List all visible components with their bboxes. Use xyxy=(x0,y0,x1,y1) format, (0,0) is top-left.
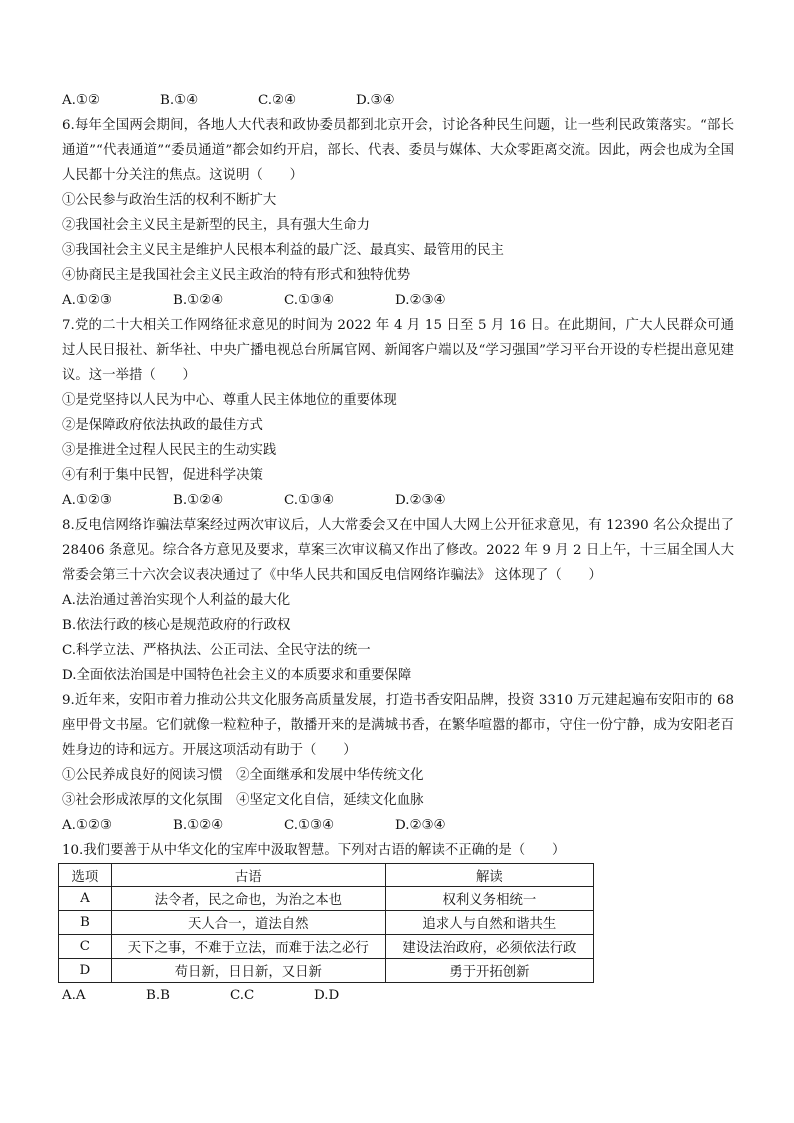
q7-item-2: ②是保障政府依法执政的最佳方式 xyxy=(62,418,263,433)
option-b: B.①④ xyxy=(160,93,199,108)
q7-item-1: ①是党坚持以人民为中心、尊重人民主体地位的重要体现 xyxy=(62,393,397,408)
q6-options xyxy=(62,288,734,313)
q8-choice-a: A.法治通过善治实现个人利益的最大化 xyxy=(62,593,291,608)
option-a: A.①② xyxy=(62,93,100,108)
row-option: B xyxy=(59,911,112,935)
option-c: C.C xyxy=(230,988,255,1003)
row-saying: 天人合一，道法自然 xyxy=(111,911,385,935)
table-row xyxy=(59,887,594,911)
q9-stem: 9.近年来，安阳市着力推动公共文化服务高质量发展，打造书香安阳品牌，投资 3310 万元建起遍布安阳市的 68 座甲骨文书屋。它们就像一粒粒种子，散播开来的是满城书香，在繁华喧嚣的都市，守住一份宁静，成为安阳老百姓身边的诗和远方。开展这项活动有助于（ ） xyxy=(62,693,734,758)
option-a: A.①②③ xyxy=(62,293,112,308)
q6-item-4: ④协商民主是我国社会主义民主政治的特有形式和独特优势 xyxy=(62,268,411,283)
option-b: B.①②④ xyxy=(173,493,224,508)
row-option: D xyxy=(59,959,112,983)
option-d: D.②③④ xyxy=(395,818,446,833)
q9-items-row-2: ③社会形成浓厚的文化氛围 ④坚定文化自信，延续文化血脉 xyxy=(62,793,424,808)
q10-table xyxy=(58,863,594,983)
q8-choice-b: B.依法行政的核心是规范政府的行政权 xyxy=(62,618,291,633)
table-row xyxy=(59,935,594,959)
option-a: A.①②③ xyxy=(62,818,112,833)
q6-item-2: ②我国社会主义民主是新型的民主，具有强大生命力 xyxy=(62,218,370,233)
table-row xyxy=(59,911,594,935)
q6-item-1: ①公民参与政治生活的权利不断扩大 xyxy=(62,193,277,208)
q7-options xyxy=(62,488,734,513)
option-c: C.①③④ xyxy=(284,493,335,508)
option-a: A.A xyxy=(62,988,86,1003)
q9-items-row-1: ①公民养成良好的阅读习惯 ②全面继承和发展中华传统文化 xyxy=(62,768,424,783)
row-saying: 天下之事，不难于立法，而难于法之必行 xyxy=(111,935,385,959)
q6-stem: 6.每年全国两会期间，各地人大代表和政协委员都到北京开会，讨论各种民生问题，让一些利民政策落实。“部长通道”“代表通道”“委员通道”都会如约开启，部长、代表、委员与媒体、大众零距离交流。因此，两会也成为全国人民都十分关注的焦点。这说明（ ） xyxy=(62,118,734,183)
option-d: D.②③④ xyxy=(395,293,446,308)
row-interpretation: 建设法治政府，必须依法行政 xyxy=(385,935,593,959)
option-b: B.①②④ xyxy=(173,818,224,833)
q8-stem: 8.反电信网络诈骗法草案经过两次审议后，人大常委会又在中国人大网上公开征求意见，有 12390 名公众提出了 28406 条意见。综合各方意见及要求，草案三次审议稿又作出了修改。2022 年 9 月 2 日上午，十三届全国人大常委会第三十六次会议表决通过了《中华人民共和国反电信网络诈骗法》 这体现了（ ） xyxy=(62,518,734,583)
q10-stem: 10.我们要善于从中华文化的宝库中汲取智慧。下列对古语的解读不正确的是（ ） xyxy=(62,843,566,858)
q7-item-4: ④有利于集中民智，促进科学决策 xyxy=(62,468,263,483)
row-option: C xyxy=(59,935,112,959)
exam-page xyxy=(62,88,734,1008)
header-interpretation: 解读 xyxy=(385,864,593,887)
option-d: D.③④ xyxy=(356,93,395,108)
option-d: D.D xyxy=(314,988,340,1003)
option-c: C.①③④ xyxy=(284,293,335,308)
row-saying: 法令者，民之命也，为治之本也 xyxy=(111,887,385,911)
option-d: D.②③④ xyxy=(395,493,446,508)
table-row xyxy=(59,959,594,983)
q5-options xyxy=(62,88,734,113)
option-a: A.①②③ xyxy=(62,493,112,508)
row-interpretation: 勇于开拓创新 xyxy=(385,959,593,983)
row-interpretation: 权利义务相统一 xyxy=(385,887,593,911)
option-b: B.①②④ xyxy=(173,293,224,308)
q8-choice-d: D.全面依法治国是中国特色社会主义的本质要求和重要保障 xyxy=(62,668,412,683)
row-saying: 苟日新，日日新，又日新 xyxy=(111,959,385,983)
header-ancient-saying: 古语 xyxy=(111,864,385,887)
table-header-row xyxy=(59,864,594,887)
row-option: A xyxy=(59,887,112,911)
q7-item-3: ③是推进全过程人民民主的生动实践 xyxy=(62,443,277,458)
q9-options xyxy=(62,813,734,838)
header-option: 选项 xyxy=(59,864,112,887)
q6-item-3: ③我国社会主义民主是维护人民根本利益的最广泛、最真实、最管用的民主 xyxy=(62,243,504,258)
option-c: C.②④ xyxy=(258,93,297,108)
option-b: B.B xyxy=(146,988,170,1003)
option-c: C.①③④ xyxy=(284,818,335,833)
q8-choice-c: C.科学立法、严格执法、公正司法、全民守法的统一 xyxy=(62,643,371,658)
row-interpretation: 追求人与自然和谐共生 xyxy=(385,911,593,935)
q7-stem: 7.党的二十大相关工作网络征求意见的时间为 2022 年 4 月 15 日至 5 月 16 日。在此期间，广大人民群众可通过人民日报社、新华社、中央广播电视总台所属官网、新闻客户端以及“学习强国”学习平台开设的专栏提出意见建议。这一举措（ ） xyxy=(62,318,734,383)
q10-options xyxy=(62,983,734,1008)
